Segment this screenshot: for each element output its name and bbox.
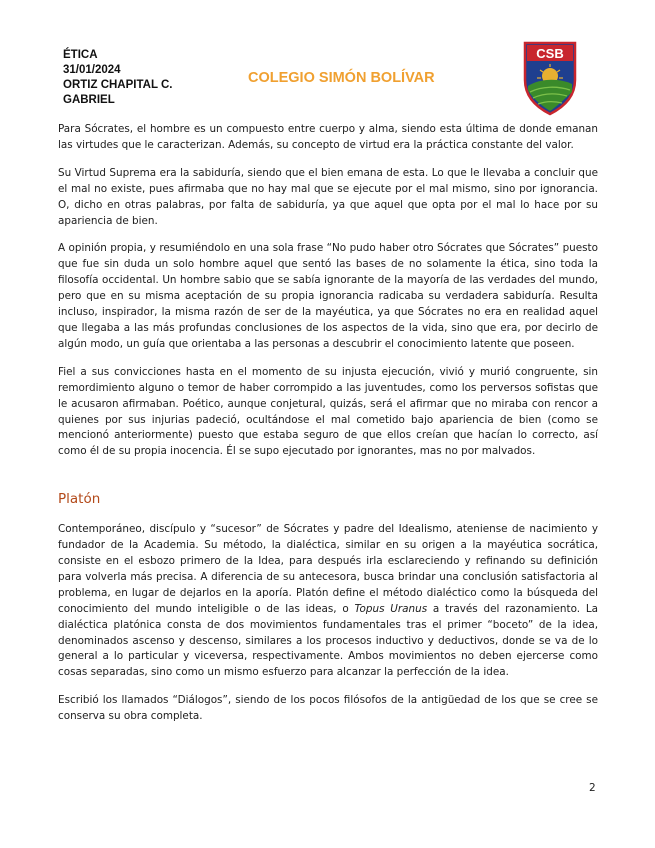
school-shield-logo	[522, 40, 578, 116]
document-body	[58, 122, 598, 737]
platon-text-start: Contemporáneo, discípulo y “sucesor” de Sócrates y padre del Idealismo, ateniense de nacimiento y fundador de la Academia. Su método, la dialéctica, similar en su origen a la mayéutica socrática, consiste en el esbozo primero de la Idea, para después irla esclareciendo y refinando su definición para volverla más precisa. A diferencia de su antecesora, busca brindar una conclusión satisfactoria al problema, en lugar de dejarlos en la aporía. Platón define el método dialéctico como la búsqueda del conocimiento del mundo inteligible o de las ideas, o	[58, 523, 598, 615]
paragraph-personal-opinion: A opinión propia, y resumiéndolo en una sola frase “No pudo haber otro Sócrates que Sócrates” puesto que fue sin duda un solo hombre aquel que sentó las bases de no solamente la ética, sino toda la filosofía occidental. Un hombre sabio que se sabía ignorante de la mayoría de las verdades del mundo, pero que en su misma aceptación de su propia ignorancia radicaba su verdadera sabiduría. Resulta incluso, inspirador, la misma razón de ser de la mayéutica, ya que Sócrates no era en realidad aquel que llegaba a las más profundas conclusiones de los aspectos de la vida, sino que era, por decirlo de algún modo, un guía que orientaba a las personas a descubrir el conocimiento latente que poseen.	[58, 242, 598, 350]
platon-text-end: a través del razonamiento. La dialéctica platónica consta de dos movimientos fundamentales tras el primer “boceto” de la idea, denominados ascenso y descenso, similares a los procesos inductivo y deductivos, donde se va de lo general a lo particular y viceversa, respectivamente. Ambos movimientos no deben ejercerse como cosas separadas, sino como un mismo esfuerzo para alcanzar la perfección de la idea.	[58, 602, 598, 679]
paragraph-socrates-soul: Para Sócrates, el hombre es un compuesto entre cuerpo y alma, siendo esta última de donde emanan las virtudes que le caracterizan. Además, su concepto de virtud era la práctica constante del valor.	[58, 123, 598, 151]
document-header-info	[63, 48, 172, 108]
subject-label: ÉTICA	[63, 49, 98, 61]
topus-uranus-term: Topus Uranus	[354, 602, 428, 615]
paragraph-supreme-virtue: Su Virtud Suprema era la sabiduría, siendo que el bien emana de esta. Lo que le llevaba a concluir que el mal no existe, pues afirmaba que no hay mal que se ejecute por el mal mismo, sino por ignorancia. O, dicho en otras palabras, por falta de sabiduría, ya que aquel que opta por el mal lo hace por su apariencia de bien.	[58, 166, 598, 227]
section-title-platon: Platón	[58, 491, 101, 508]
logo-lettering: CSB	[536, 46, 564, 61]
page-number: 2	[589, 782, 596, 794]
author-name-line2: GABRIEL	[63, 94, 115, 106]
author-name-line1: ORTIZ CHAPITAL C.	[63, 79, 173, 91]
date-label: 31/01/2024	[63, 64, 121, 76]
school-name-title: COLEGIO SIMÓN BOLÍVAR	[248, 70, 435, 86]
paragraph-execution: Fiel a sus convicciones hasta en el momento de su injusta ejecución, vivió y murió congruente, sin remordimiento alguno o temor de haber corrompido a las juventudes, como los perversos sofistas que le acusaron afirmaban. Poético, aunque conjetural, quizás, será el afirmar que no miraba con rencor a quienes por sus injurias padeció, ocultándose el mal cometido bajo apariencia de bien (como se mencionó anteriormente) puesto que estaba seguro de que ellos creían que hacían lo correcto, así como él de su propia inocencia. Él se supo ejecutado por ignorantes, mas no por malvados.	[58, 365, 598, 458]
paragraph-dialogues: Escribió los llamados “Diálogos”, siendo de los pocos filósofos de la antigüedad de los que se cree se conserva su obra completa.	[58, 694, 598, 723]
paragraph-platon-dialectic	[58, 522, 598, 681]
